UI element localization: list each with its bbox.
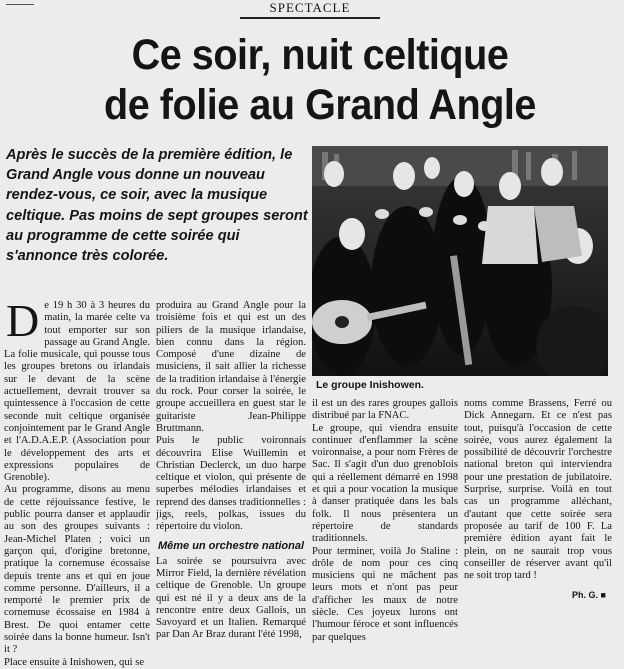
column-3-paragraph-2: Le groupe, qui viendra ensuite continuer d'enflammer la scène voironnaise, a pour nom Frères de Sac. Il s'agit d'un duo grenoblois qui a réellement démarré en 1998 et qui a pour vocation la musique à danser pratiquée dans les bals folk. Il nous présentera un répertoire de standards traditionnels. xyxy=(312,422,458,545)
column-3-paragraph-1: il est un des rares groupes gallois distribué par la FNAC. xyxy=(312,398,458,422)
lead-paragraph: Après le succès de la première édition, le Grand Angle vous donne un nouveau rendez-vous, ce soir, avec la musique celtique. Pas moins de sept groupes seront au programme de cette soirée qui s'annonce très colorée. xyxy=(6,147,308,265)
article-column-2 xyxy=(156,300,306,642)
headline-line-1: Ce soir, nuit celtique xyxy=(131,31,509,79)
column-1-paragraph-1: e 19 h 30 à 3 heures du matin, la marée celte va tout emporter sur son passage au Grand Angle. La folie musicale, qui pousse tous les groupes bretons ou irlandais sur le devant de la scène actuellement, devrait trouver sa quintessence à l'occasion de cette seconde nuit celtique organisée conjointement par le Grand Angle et l'A.D.A.E.P. (Association pour le développement des arts et expressions populaires de Grenoble). xyxy=(4,300,150,484)
article-column-1 xyxy=(4,295,150,669)
column-4-paragraph-1: noms comme Brassens, Ferré ou Dick Annegarn. Et ce n'est pas tout, puisqu'à l'occasion de cette soirée, vous aurez également la possibilité de découvrir l'orchestre national breton qui interviendra pour une prestation de jubilatoire. Surprise, surprise. Voilà en tout cas un programme alléchant, d'autant que cette soirée sera proposée au tarif de 100 F. La première édition ayant fait le plein, on ne saurait trop vous conseiller de réserver avant qu'il ne soit trop tard ! xyxy=(464,398,612,582)
band-photo xyxy=(312,146,608,376)
headline-line-2: de folie au Grand Angle xyxy=(104,81,536,129)
article-column-3 xyxy=(312,398,458,644)
column-3-paragraph-3: Pour terminer, voilà Jo Staline : drôle de nom pour ces cinq musiciens qui ne mâchent pas leurs mots et n'ont pas peur d'afficher les maux de notre siècle. Ces joyeux lurons ont l'humour féroce et sont influencés par quelques xyxy=(312,545,458,643)
column-2-paragraph-2: Puis le public voironnais découvrira Elise Wuillemin et Christian Declerck, un duo harpe celtique et violon, qui présente de superbes mélodies irlandaises et reprend des danses traditionnelles : jigs, reels, polkas, issues du répertoire du violon. xyxy=(156,435,306,533)
band-photo-illustration xyxy=(312,146,608,376)
column-2-paragraph-1: produira au Grand Angle pour la troisième fois et qui est un des piliers de la musique irlandaise, bien connu dans la région. Composé d'une dizaine de musiciens, il sait allier la richesse de la tradition irlandaise à l'énergie du rock. Pour corser la soirée, le groupe accueillera en guest star le guitariste Jean-Philippe Bruttmann. xyxy=(156,300,306,434)
article-column-4 xyxy=(464,398,612,582)
corner-rule xyxy=(6,4,34,15)
column-1-paragraph-3: Place ensuite à Inishowen, qui se xyxy=(4,656,145,668)
drop-cap: D xyxy=(6,295,40,346)
column-2-paragraph-3: La soirée se poursuivra avec Mirror Field, la dernière révélation celtique de Grenoble. Un groupe qui est né il y a deux ans de la rencontre entre deux Gallois, un Savoyard et un Italien. Remarqué par Dan Ar Braz durant l'été 1998, xyxy=(156,555,306,641)
headline xyxy=(81,30,559,130)
column-1-paragraph-2: Au programme, disons au menu de cette réjouissance festive, le public pourra danser et applaudir au son des groupes suivants : Jean-Michel Platen ; voici un garçon qui, d'origine bretonne, pratique la cornemuse écossaise depuis trente ans et qui en joue comme personne. D'ailleurs, il a remporté le premier prix de cornemuse écossaise en 1984 à Brest. De quoi entamer cette soirée dans la bonne humeur. Isn't it ? xyxy=(4,484,150,656)
intertitle: Même un orchestre national xyxy=(157,539,305,552)
photo-caption: Le groupe Inishowen. xyxy=(316,379,424,391)
section-rubric: SPECTACLE xyxy=(240,0,380,19)
author-signature: Ph. G. ■ xyxy=(572,590,606,600)
